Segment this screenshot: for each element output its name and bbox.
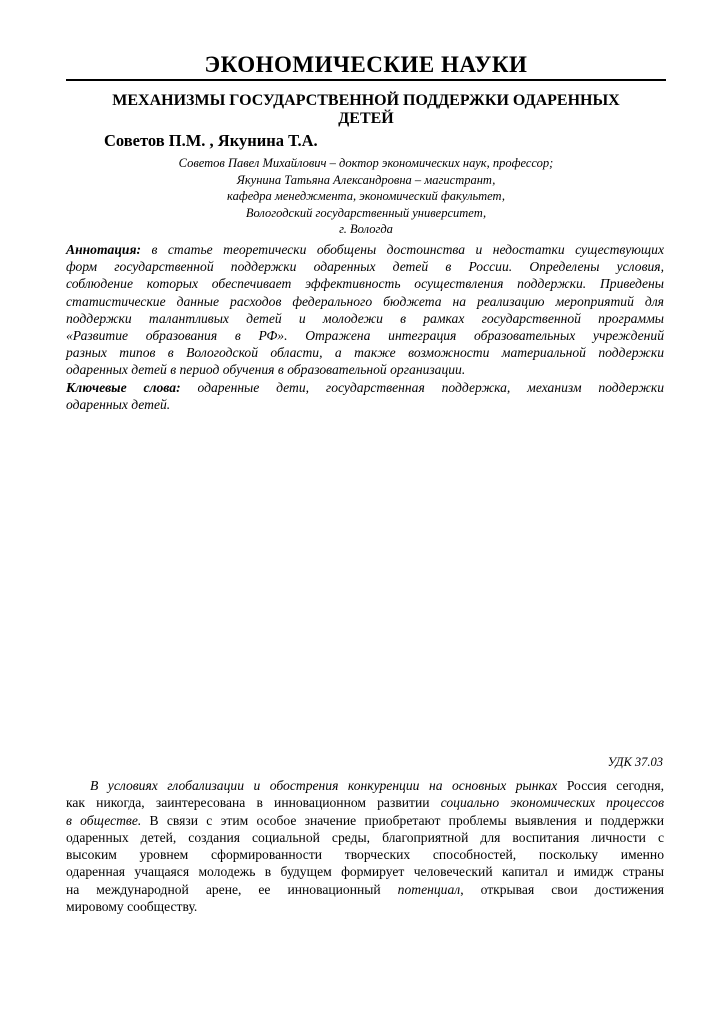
body-text: как никогда, заинтересована в инновационном развитии	[66, 795, 441, 811]
abstract-line: поддержки талантливых детей и молодежи в рамках государственной программы	[66, 310, 664, 326]
body-italic: В условиях глобализации и обострения конкуренции на основных рынках	[90, 778, 558, 793]
body-line	[66, 812, 664, 829]
body-line	[66, 881, 664, 898]
keywords-line: одаренных детей.	[66, 396, 171, 412]
affiliation-line: Советов Павел Михайлович – доктор экономических наук, профессор;	[178, 156, 554, 170]
abstract-text: в статье теоретически обобщены достоинства и недостатки существующих	[140, 242, 664, 257]
body-italic: социально экономических процессов	[440, 795, 664, 811]
section-title: ЭКОНОМИЧЕСКИЕ НАУКИ	[204, 52, 528, 77]
body-line: одаренных детей, создания социальной среды, благоприятной для воспитания личности с	[66, 829, 664, 845]
abstract-line: одаренных детей в период обучения в образовательной организации.	[66, 362, 466, 378]
body-line	[66, 794, 664, 811]
abstract-line: форм государственной поддержки одаренных детей в России. Определены условия,	[66, 259, 664, 275]
body-line	[66, 777, 664, 794]
article-title-line-2: ДЕТЕЙ	[338, 110, 394, 127]
abstract-line: разных типов в Вологодской области, а также возможности материальной поддержки	[66, 345, 664, 361]
body-text: на международной арене, ее инновационный	[66, 881, 398, 897]
abstract-block	[66, 241, 664, 413]
section-divider	[66, 79, 666, 81]
udk-code: УДК 37.03	[607, 755, 663, 769]
body-italic: в обществе.	[66, 812, 142, 828]
affiliation-line: Вологодский государственный университет,	[245, 205, 487, 220]
body-italic: потенциал	[397, 881, 461, 897]
keywords-label: Ключевые слова:	[66, 379, 181, 395]
body-line: мировому сообществу.	[66, 899, 198, 915]
keywords-text: одаренные дети, государственная поддержка, механизм поддержки	[180, 379, 664, 395]
abstract-line: статистические данные расходов федерального бюджета на реализацию мероприятий для	[66, 293, 664, 309]
body-paragraph	[66, 777, 664, 915]
article-title-line-1: МЕХАНИЗМЫ ГОСУДАРСТВЕННОЙ ПОДДЕРЖКИ ОДАРЕННЫХ	[112, 92, 620, 109]
keywords-line	[66, 379, 664, 396]
body-line: высоким уровнем сформированности творческих способностей, поскольку именно	[66, 847, 664, 863]
body-line: одаренная учащаяся молодежь в будущем формирует человеческий капитал и имидж страны	[66, 864, 664, 880]
abstract-label: Аннотация:	[66, 242, 141, 257]
article-title	[66, 92, 666, 128]
abstract-line	[66, 241, 664, 258]
authors: Советов П.М. , Якунина Т.А.	[104, 131, 318, 150]
body-text: , открывая свои достижения	[460, 881, 664, 897]
body-text: В связи с этим особое значение приобретают проблемы выявления и поддержки	[141, 812, 664, 828]
affiliation-line: г. Вологда	[339, 222, 393, 236]
abstract-line: соблюдение которых обеспечивает эффективность осуществления поддержки. Приведены	[66, 276, 664, 292]
abstract-line: «Развитие образования в РФ». Отражена интеграция образовательных учреждений	[66, 327, 664, 343]
affiliation-block	[66, 155, 666, 238]
affiliation-line: Якунина Татьяна Александровна – магистрант,	[236, 172, 496, 187]
body-text: Россия сегодня,	[557, 778, 665, 793]
affiliation-line: кафедра менеджмента, экономический факультет,	[227, 189, 505, 203]
